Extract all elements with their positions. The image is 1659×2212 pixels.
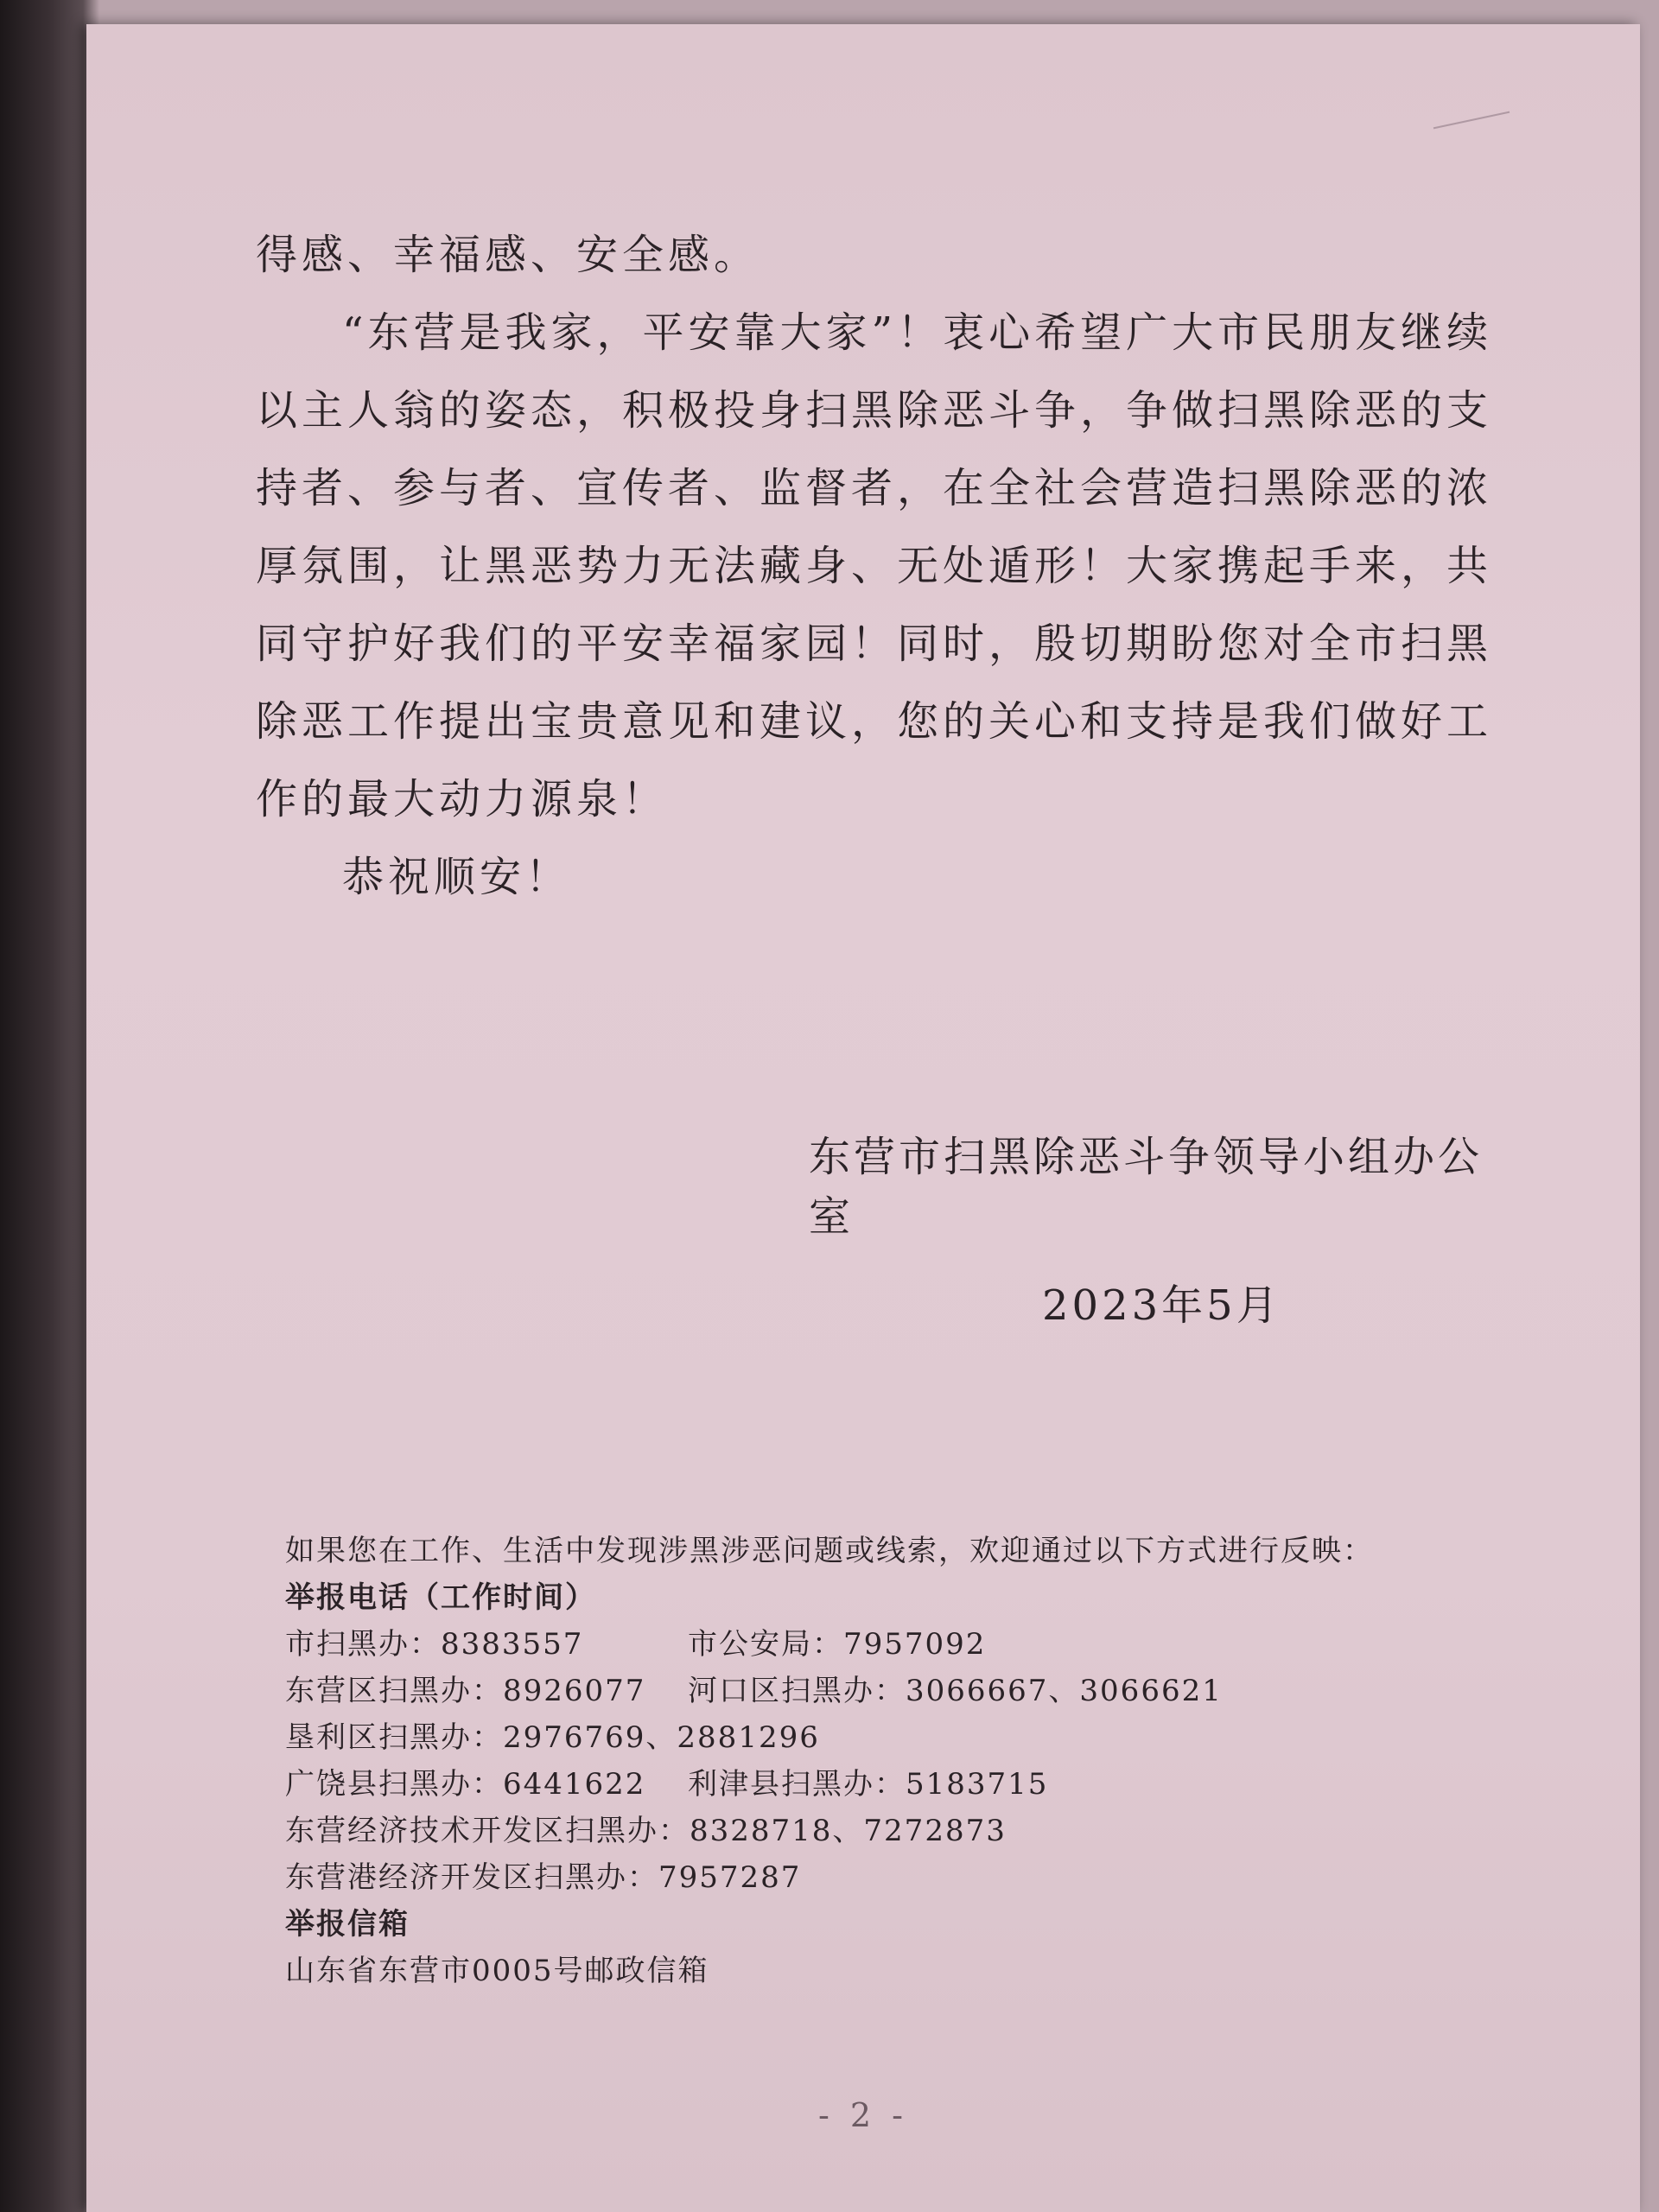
document-page: [86, 24, 1640, 2212]
paragraph-continuation: 得感、幸福感、安全感。: [256, 231, 760, 279]
issue-date: 2023年5月: [1042, 1281, 1281, 1330]
mailbox-address: 山东省东营市0005号邮政信箱: [285, 1954, 709, 1988]
paragraph-main: “东营是我家，平安靠大家”！衷心希望广大市民朋友继续以主人翁的姿态，积极投身扫黑除恶斗争，争做扫黑除恶的支持者、参与者、宣传者、监督者，在全社会营造扫黑除恶的浓厚氛围，让黑恶势力无法藏身、无处遁形！大家携起手来，共同守护好我们的平安幸福家园！同时，殷切期盼您对全市扫黑除恶工作提出宝贵意见和建议，您的关心和支持是我们做好工作的最大动力源泉！: [256, 308, 1493, 823]
page-number: - 2 -: [817, 2096, 908, 2134]
phone-row: [285, 1854, 1547, 1901]
paper-crease: [1433, 111, 1510, 130]
phone-row: [285, 1668, 1547, 1714]
letter-body: [256, 216, 1535, 916]
phone-entry: 东营港经济开发区扫黑办：7957287: [285, 1860, 802, 1895]
phone-entry: 广饶县扫黑办：6441622: [285, 1767, 646, 1802]
phone-entry: 市公安局：7957092: [688, 1627, 987, 1662]
phone-row: [285, 1714, 1547, 1761]
issuing-office: 东营市扫黑除恶斗争领导小组办公室: [809, 1133, 1484, 1241]
phone-entry: 东营区扫黑办：8926077: [285, 1674, 646, 1708]
phone-row: [285, 1761, 1547, 1808]
phone-entry: 利津县扫黑办：5183715: [688, 1767, 1049, 1802]
phone-entry: 垦利区扫黑办：2976769、2881296: [285, 1720, 820, 1755]
report-contacts: [285, 1528, 1547, 1994]
phone-row: [285, 1621, 1547, 1668]
signature-block: [726, 1123, 1503, 1332]
mailbox-heading: 举报信箱: [285, 1907, 410, 1942]
phone-entry: 东营经济技术开发区扫黑办：8328718、7272873: [285, 1814, 1007, 1848]
phone-entry: 市扫黑办：8383557: [285, 1627, 584, 1662]
phone-entry: 河口区扫黑办：3066667、3066621: [688, 1674, 1223, 1708]
paragraph-closing: 恭祝顺安！: [342, 853, 572, 901]
phone-row: [285, 1808, 1547, 1854]
phone-heading: 举报电话（工作时间）: [285, 1580, 596, 1615]
contacts-intro: 如果您在工作、生活中发现涉黑涉恶问题或线索，欢迎通过以下方式进行反映：: [285, 1534, 1374, 1568]
